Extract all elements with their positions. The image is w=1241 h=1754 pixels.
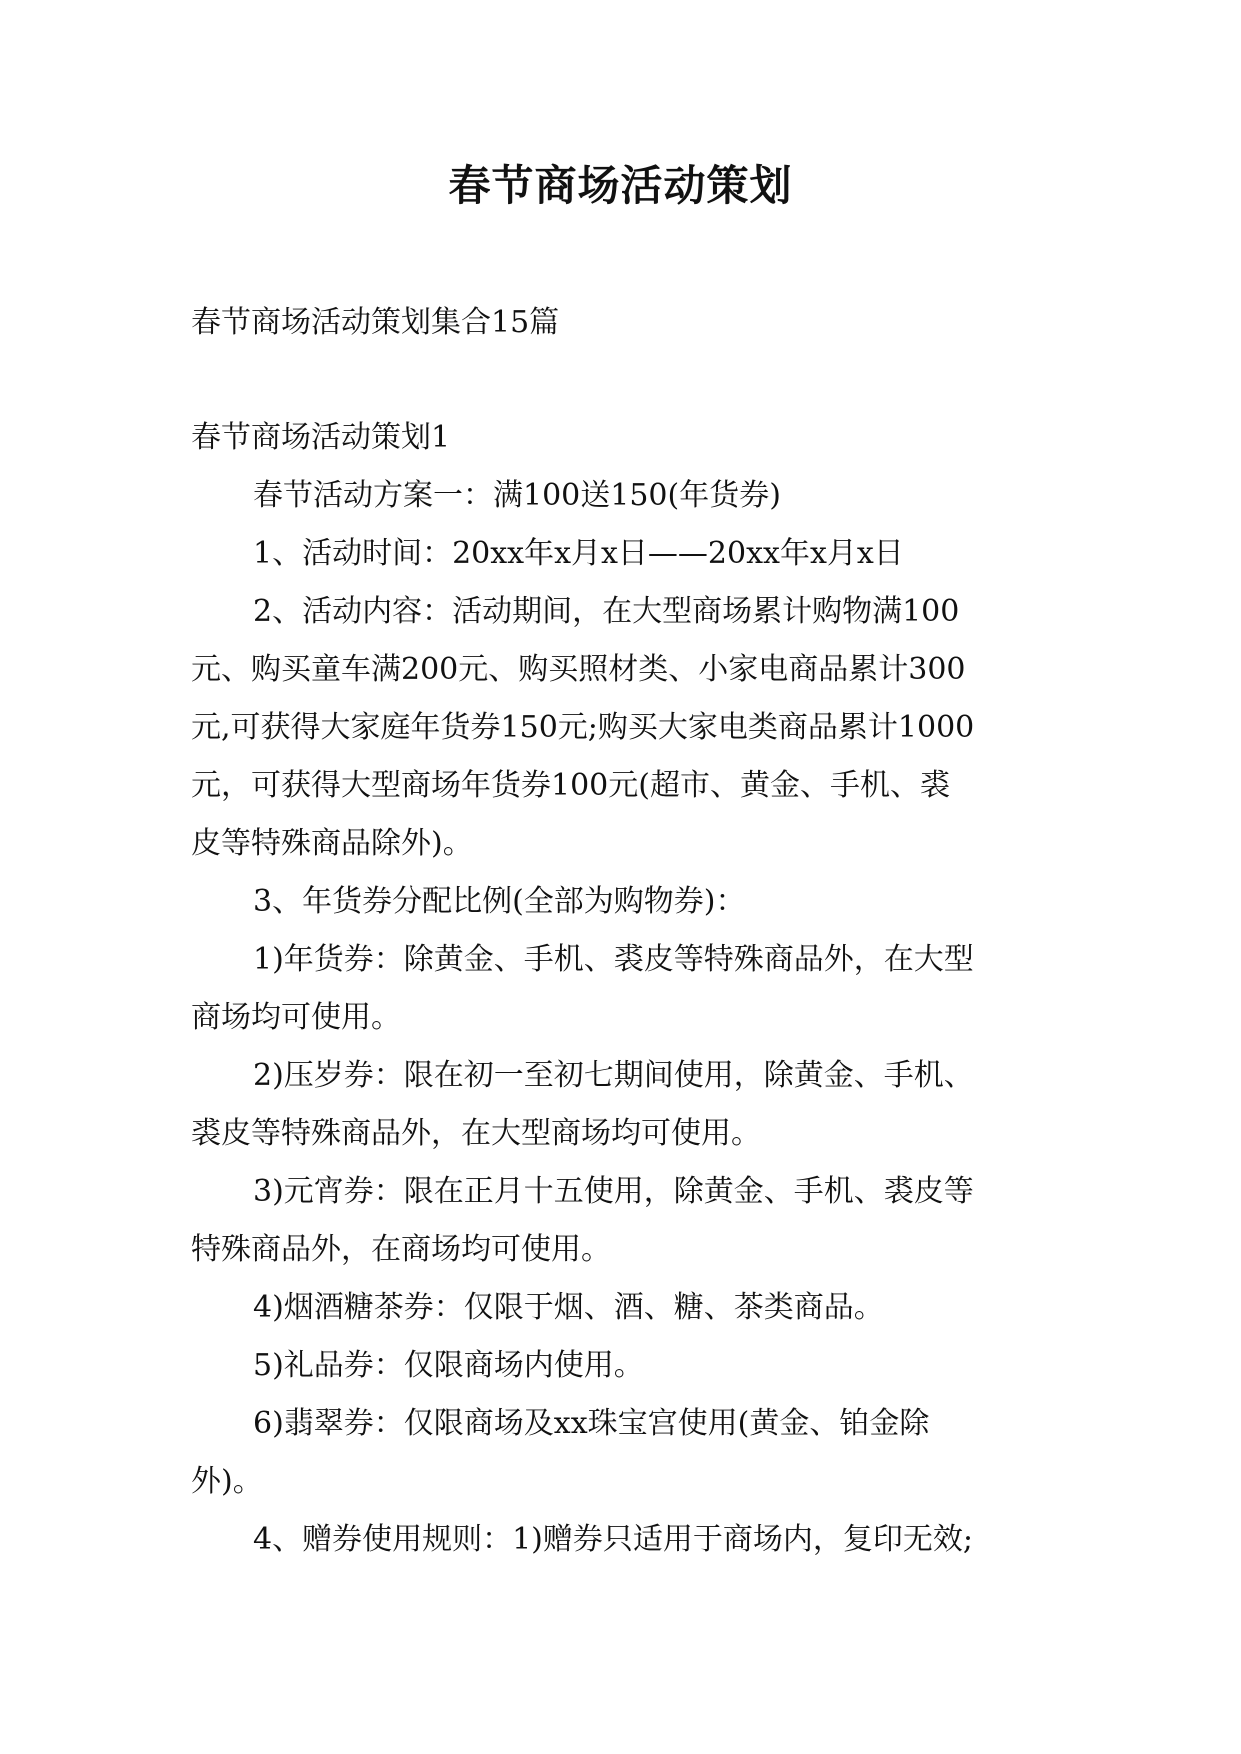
activity-content-line: 元、购买童车满200元、购买照材类、小家电商品累计300 <box>191 652 966 687</box>
coupon-3-line: 3)元宵券：限在正月十五使用，除黄金、手机、裘皮等 <box>253 1174 974 1209</box>
coupon-1-line: 1)年货券：除黄金、手机、裘皮等特殊商品外，在大型 <box>253 942 974 977</box>
activity-content-paragraph <box>191 583 1061 873</box>
coupon-2-paragraph <box>191 1047 1061 1163</box>
activity-content-line: 元,可获得大家庭年货券150元;购买大家电类商品累计1000 <box>191 710 975 745</box>
document-subtitle: 春节商场活动策划集合15篇 <box>191 305 560 340</box>
coupon-1-line: 商场均可使用。 <box>191 1000 401 1035</box>
activity-content-line: 皮等特殊商品除外)。 <box>191 826 473 861</box>
document-title: 春节商场活动策划 <box>448 161 793 210</box>
coupon-5-paragraph: 5)礼品券：仅限商场内使用。 <box>253 1348 644 1383</box>
coupon-2-line: 裘皮等特殊商品外，在大型商场均可使用。 <box>191 1116 761 1151</box>
coupon-rules-paragraph: 4、赠券使用规则：1)赠券只适用于商场内，复印无效; <box>253 1522 973 1557</box>
document-body <box>191 294 1061 1569</box>
coupon-4-paragraph: 4)烟酒糖茶券：仅限于烟、酒、糖、茶类商品。 <box>253 1290 884 1325</box>
coupon-3-paragraph <box>191 1163 1061 1279</box>
coupon-6-paragraph <box>191 1395 1061 1511</box>
section-heading: 春节商场活动策划1 <box>191 420 451 455</box>
coupon-allocation-paragraph: 3、年货券分配比例(全部为购物券)： <box>253 884 746 919</box>
activity-content-line: 元，可获得大型商场年货券100元(超市、黄金、手机、裘 <box>191 768 950 803</box>
coupon-6-line: 6)翡翠券：仅限商场及xx珠宝宫使用(黄金、铂金除 <box>253 1406 930 1441</box>
scheme-paragraph: 春节活动方案一：满100送150(年货券) <box>253 478 781 513</box>
coupon-6-line: 外)。 <box>191 1464 263 1499</box>
activity-content-line: 2、活动内容：活动期间，在大型商场累计购物满100 <box>253 594 960 629</box>
coupon-3-line: 特殊商品外，在商场均可使用。 <box>191 1232 611 1267</box>
activity-time-paragraph: 1、活动时间：20xx年x月x日——20xx年x月x日 <box>253 536 904 571</box>
coupon-2-line: 2)压岁券：限在初一至初七期间使用，除黄金、手机、 <box>253 1058 974 1093</box>
coupon-1-paragraph <box>191 931 1061 1047</box>
